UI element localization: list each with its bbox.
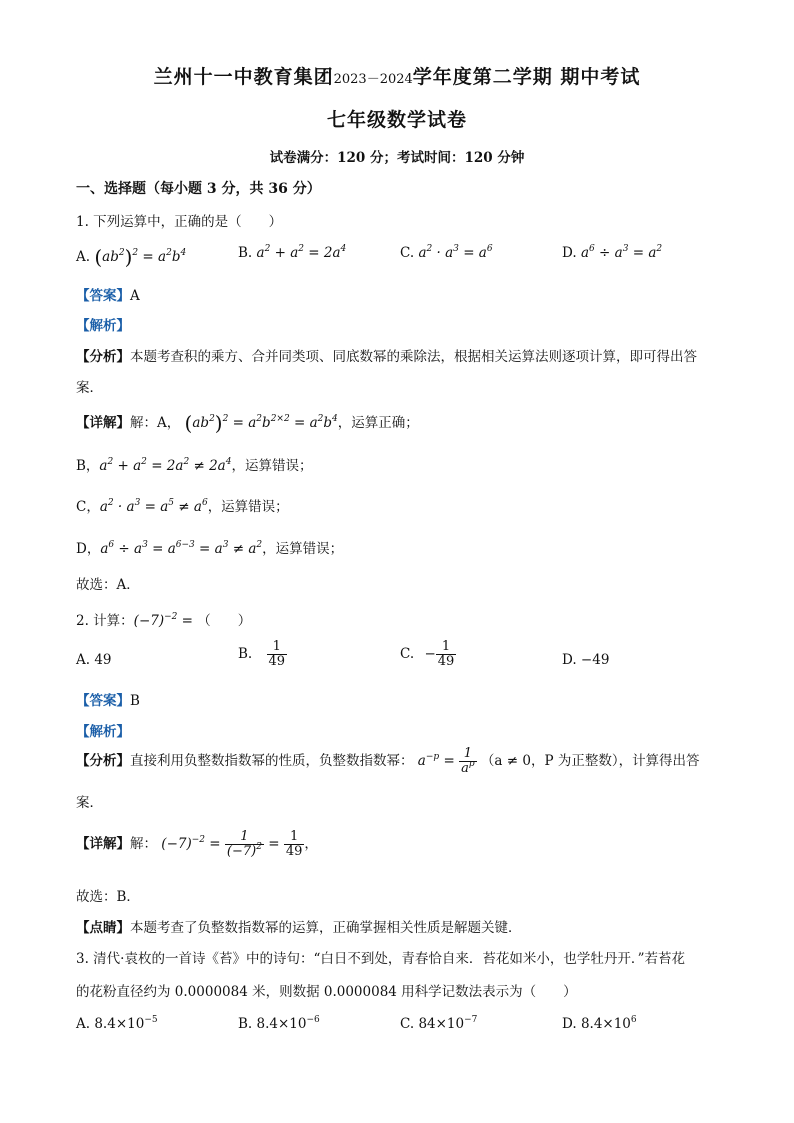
q1-option-b: B. $a^2 + a^2 = 2a^4$ <box>238 244 347 261</box>
section-heading: 一、选择题（每小题 3 分，共 36 分） <box>76 181 321 197</box>
q2-option-a: A. 49 <box>76 652 112 668</box>
q2-option-c: C. − $\frac{1}{49}$ <box>400 639 455 669</box>
q2-fenxi-line1: 【分析】直接利用负整数指数幂的性质，负整数指数幂： $a^{-p}$ = $\frac{1}{a^p}$ （a ≠ 0，P 为正整数），计算得出答 <box>76 746 700 776</box>
title-suffix: 学年度第二学期 期中考试 <box>412 66 641 88</box>
q1-detail-d: D，$a^6 \div a^3 = a^{6-3} = a^3 \ne a^2$，运算错误； <box>76 540 344 557</box>
q2-analysis-tag: 【解析】 <box>76 724 130 740</box>
q2-option-d: D. −49 <box>562 652 610 668</box>
q3-option-c: C. $84\times 10^{-7}$ <box>400 1015 478 1032</box>
q1-detail-a: 【详解】解：A， $(ab^2)^2 = a^2b^{2\times 2} = a^2b^4$，运算正确； <box>76 411 419 435</box>
q1-opt-b-label: B. <box>238 245 253 261</box>
q1-fenxi-line1: 【分析】本题考查积的乘方、合并同类项、同底数幂的乘除法，根据相关运算法则逐项计算，即可得出答 <box>76 349 697 365</box>
q1-fenxi-line2: 案． <box>76 380 103 396</box>
q3-stem-line1: 3. 清代·袁枚的一首诗《苔》中的诗句：“白日不到处，青春恰自来．苔花如米小，也学牡丹开．”若苔花 <box>76 951 686 967</box>
title-prefix: 兰州十一中教育集团 <box>153 66 334 88</box>
q3-option-d: D. $8.4\times 10^6$ <box>562 1015 637 1032</box>
q1-opt-a-label: A. <box>76 249 91 265</box>
q1-stem: 1. 下列运算中，正确的是（ ） <box>76 214 283 230</box>
answer-tag: 【答案】 <box>76 288 130 304</box>
q1-analysis-tag: 【解析】 <box>76 318 130 334</box>
subject-title: 七年级数学试卷 <box>326 109 467 131</box>
q1-answer <box>76 284 140 304</box>
answer-value: A <box>130 288 140 304</box>
q1-conclusion: 故选：A． <box>76 577 140 593</box>
q2-answer: 【答案】B <box>76 693 140 709</box>
q2-conclusion: 故选：B． <box>76 889 140 905</box>
q3-option-a: A. $8.4\times 10^{-5}$ <box>76 1015 158 1032</box>
exam-title <box>0 62 794 89</box>
q2-detail: 【详解】解： $(-7)^{-2}$ = $\frac{1}{(-7)^2}$ = $\frac{1}{49}$ ， <box>76 829 318 859</box>
q2-dianjing: 【点睛】本题考查了负整数指数幂的运算，正确掌握相关性质是解题关键． <box>76 920 522 936</box>
q1-opt-c-label: C. <box>400 245 415 261</box>
q2-fenxi-line2: 案． <box>76 795 103 811</box>
q2-option-b: B. $\frac{1}{49}$ <box>238 639 286 669</box>
title-years: 2023－2024 <box>333 72 413 87</box>
q3-option-b: B. $8.4\times 10^{-6}$ <box>238 1015 320 1032</box>
q1-option-c: C. $a^2 \cdot a^3 = a^6$ <box>400 244 493 261</box>
q3-stem-line2: 的花粉直径约为 0.0000084 米，则数据 0.0000084 用科学记数法表示为（ ） <box>76 984 577 1000</box>
q2-stem: 2. 计算：$(-7)^{-2}$ = （ ） <box>76 612 252 629</box>
q1-option-a: A. $(ab^2)^2 = a^2b^4$ <box>76 245 187 269</box>
q1-detail-c: C，$a^2 \cdot a^3 = a^5 \ne a^6$，运算错误； <box>76 498 289 515</box>
q1-detail-b: B，$a^2 + a^2 = 2a^2 \ne 2a^4$，运算错误； <box>76 457 313 474</box>
exam-info: 试卷满分：120 分；考试时间：120 分钟 <box>269 150 525 166</box>
q1-opt-d-label: D. <box>562 245 577 261</box>
q1-option-d: D. $a^6 \div a^3 = a^2$ <box>562 244 663 261</box>
